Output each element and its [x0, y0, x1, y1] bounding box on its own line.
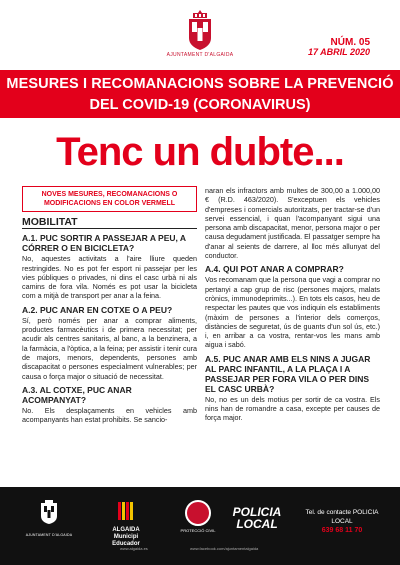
contact-phone: 639 68 11 70 [321, 527, 363, 534]
notice-box: NOVES MESURES, RECOMANACIONS O MODIFICACIONS EN COLOR VERMELL [22, 186, 197, 212]
proteccio-civil-logo: PROTECCIÓ CIVIL [180, 500, 216, 533]
answer-a2: Sí, però només per anar a comprar aliments, productes farmacèutics i de primera necessitat; per acudir als centres sanitaris, al banc, a la benzinera, a la farmàcia, a l'òptica, a la feina; per assistir i tenir cura de majors, menors, dependents, persones amb discapacitat o persones especialment vulnerables; per causa o força major o situació de necessitat. [22, 315, 197, 381]
facebook-link[interactable]: www.facebook.com/ajuntamentalgaida [190, 546, 259, 551]
website-link[interactable]: www.algaida.es [120, 546, 148, 551]
footer [0, 487, 400, 565]
question-a3: A.3. AL COTXE, PUC ANAR ACOMPANYAT? [22, 384, 132, 405]
contact-label: Tel. de contacte POLICIA LOCAL [305, 509, 379, 525]
flag-icon [115, 500, 137, 522]
issue-number: NÚM. 05 [330, 37, 370, 48]
question-a1: A.1. PUC SORTIR A PASSEJAR A PEU, A CÓRRER O EN BICICLETA? [22, 233, 186, 254]
civil-protection-icon [185, 500, 211, 526]
footer-links [0, 542, 400, 556]
contact-info [302, 508, 382, 535]
answer-a3-continued: naran els infractors amb multes de 300,00 a 1.000,00 € (R.D. 463/2020). S'exceptuen els vehicles d'empreses i comercials autoritzats, per tractar-se d'un servei essencial, i quan l'acompanyant sigui una persona amb discapacitat, menor, persona major o per causa degudament justificada. El passatger sempre ha d'anar al seients de darrere, al lloc més allunyat del conductor. [205, 186, 380, 261]
ajuntament-logo: AJUNTAMENT D'ALGAIDA [24, 500, 74, 537]
section-title: MOBILITAT [22, 218, 197, 229]
answer-a5: No, no es un dels motius per sortir de ca vostra. Els nins han de romandre a casa, excepte per causes de força major. [205, 394, 380, 423]
issue-date: 17 ABRIL 2020 [307, 47, 370, 57]
answer-a3: No. Els desplaçaments en vehicles amb acompanyants han estat prohibits. Se sancio- [22, 405, 197, 425]
town-crest-icon [40, 500, 58, 524]
issue-info [308, 38, 370, 57]
right-column [205, 186, 380, 423]
title-line-1: MESURES I RECOMANACIONS SOBRE LA PREVENCIÓ [6, 76, 394, 92]
question-a5: A.5. PUC ANAR AMB ELS NINS A JUGAR AL PARC INFANTIL, A LA PLAÇA I A PASSEJAR PER FORA VILA O PER DINS EL CASC URBÀ? [205, 353, 371, 394]
town-name: AJUNTAMENT D'ALGAIDA [166, 52, 234, 58]
answer-a1: No, aquestes activitats a l'aire lliure queden restringides. No es pot fer esport ni passejar per les vies públiques o privades, ni dins el casc urbà ni als camins de fora vila. Només es pot usar la bicicleta com a mitjà de transport per anar a la feina. [22, 254, 197, 301]
question-a4: A.4. QUI POT ANAR A COMPRAR? [205, 264, 344, 275]
headline: Tenc un dubte... [56, 130, 344, 174]
municipi-educador-logo: ALGAIDA Municipi Educador [104, 500, 148, 548]
header [0, 0, 400, 70]
footer-bar [0, 492, 400, 565]
town-crest-icon [186, 10, 214, 50]
left-column [22, 186, 197, 424]
answer-a4: Vos recomanam que la persona que vagi a comprar no pertanyi a cap grup de risc (persones majors, malats crònics, immunodeprimits...). En tots els casos, heu de respectar les pautes que vos indiquin els establiments (màxim de persones a l'interior dels comerços, distàncies de seguretat, ús de guants d'un sol ús, etc.) i, en arribar a ca vostra, rentar-vos les mans amb aigua i sabó. [205, 275, 380, 350]
title-band [0, 70, 400, 118]
question-a2: A.2. PUC ANAR EN COTXE O A PEU? [22, 304, 173, 315]
title-line-2: DEL COVID-19 (CORONAVIRUS) [89, 97, 311, 113]
policia-local-logo: POLICIA LOCAL [232, 505, 282, 531]
